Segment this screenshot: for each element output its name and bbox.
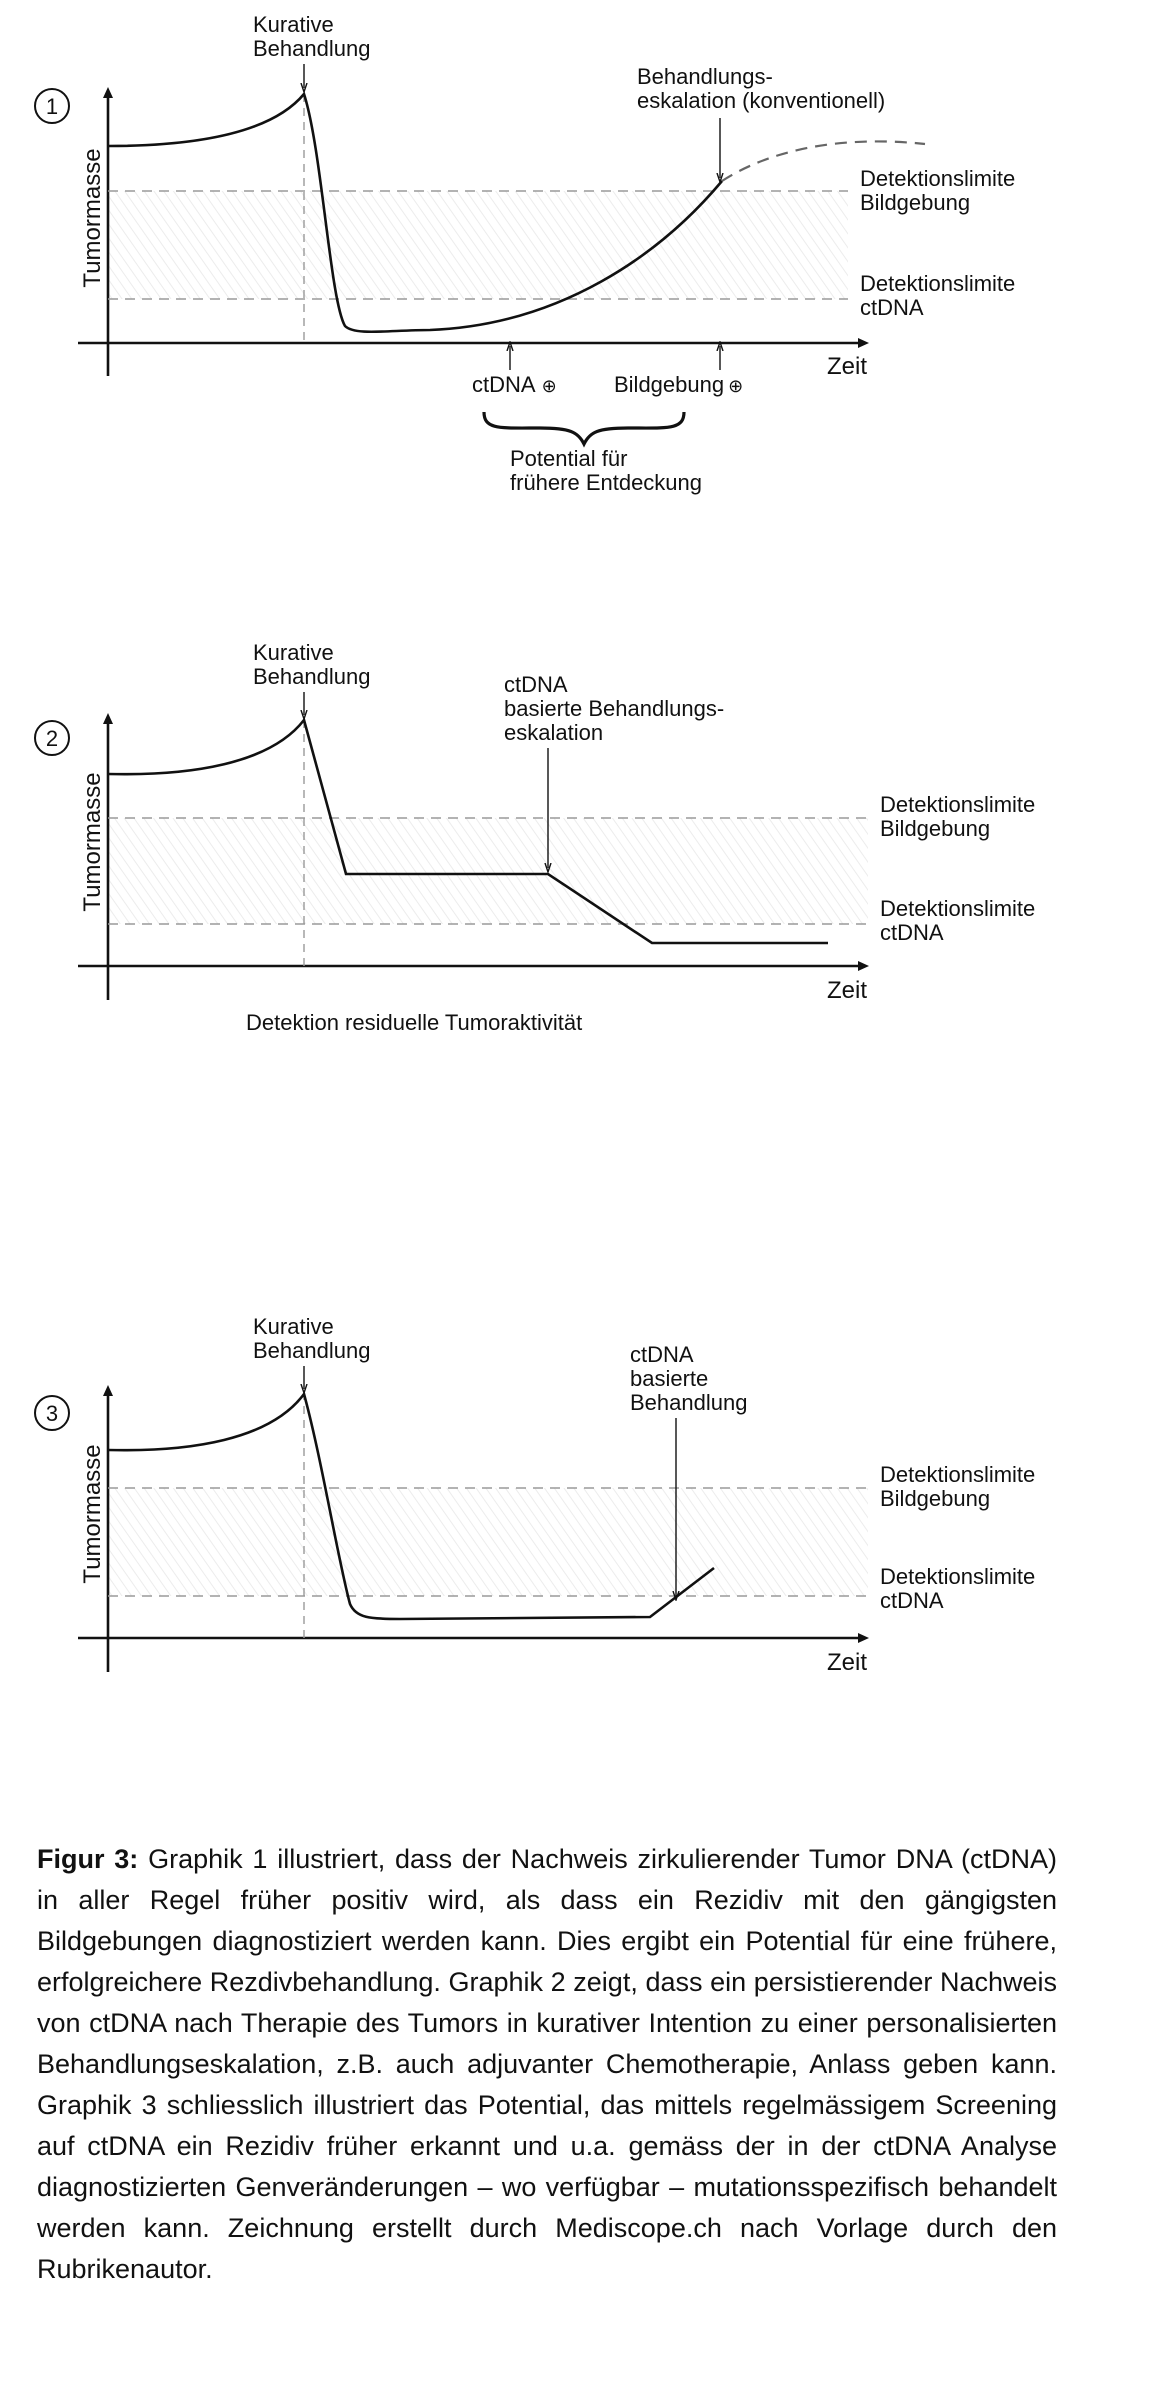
graph1-potential-line1: Potential für (510, 446, 628, 471)
graph2-treatment-line1: Kurative (253, 640, 334, 665)
graph1-ctdna-positive-symbol: ⊕ (541, 376, 557, 396)
graph2-escalation-line2: basierte Behandlungs- (504, 696, 725, 721)
graph2-limit-ctdna-label (880, 896, 1041, 945)
graph2-limit-ctdna-line2: ctDNA (880, 920, 944, 945)
graph1-imaging-positive (614, 372, 743, 397)
graph1-y-label: Tumormasse (79, 148, 106, 288)
graph1-ctdna-positive (472, 372, 557, 397)
graph1-limit-ctdna-line1: Detektionslimite (860, 271, 1016, 296)
graph1-potential-line2: frühere Entdeckung (510, 470, 703, 495)
graph1-escalation-line2: eskalation (konventionell) (637, 88, 886, 113)
graph2-x-label: Zeit (827, 977, 868, 1004)
graph1-potential-label (510, 446, 702, 495)
graph3-limit-ctdna-line1: Detektionslimite (880, 1564, 1036, 1589)
graph3-number: 3 (45, 1401, 59, 1426)
graph1-treatment-label (253, 12, 370, 61)
graph3-limit-imaging-label (880, 1462, 1041, 1511)
graph2-treatment-line2: Behandlung (253, 664, 371, 689)
graph3-ctdna-treatment-line2: basierte (630, 1366, 709, 1391)
graph1-detection-zone (108, 191, 848, 299)
graph2-treatment-label (253, 640, 370, 689)
graph2-escalation-line3: eskalation (504, 720, 604, 745)
caption-text: Graphik 1 illustriert, dass der Nachweis zirkulierender Tumor DNA (ctDNA) in aller Regel früher positiv wird, als dass ein Rezidiv mit den gängigsten Bildgebungen diagnostiziert werden kann. Dies ergibt ein Potential für eine frühere, erfolgreichere Rezdivbehandlung. Graphik 2 zeigt, dass ein persistierender Nachweis von ctDNA nach Therapie des Tumors in kurativer Intention zu einer personalisierten Behandlungseskalation, z.B. auch adjuvanter Chemotherapie, Anlass geben kann. Graphik 3 schliesslich illustriert das Potential, das mittels regelmässigem Screening auf ctDNA ein Rezidiv früher erkannt und u.a. gemäss der in der ctDNA Analyse diagnostizierten Genveränderungen – wo verfügbar – mutationsspezifisch behandelt werden kann. Zeichnung erstellt durch Mediscope.ch nach Vorlage durch den Rubrikenautor. (37, 1844, 1057, 2284)
graph2-limit-imaging-line1: Detektionslimite (880, 792, 1036, 817)
graph3-limit-imaging-line1: Detektionslimite (880, 1462, 1036, 1487)
graph3-y-label: Tumormasse (79, 1444, 106, 1584)
graph-3 (35, 1314, 1041, 1676)
graph3-limit-ctdna-label (880, 1564, 1041, 1613)
graph2-number: 2 (45, 726, 59, 751)
graph3-treatment-line2: Behandlung (253, 1338, 371, 1363)
graph3-treatment-label (253, 1314, 370, 1363)
graph2-bottom-label: Detektion residuelle Tumoraktivität (246, 1010, 583, 1035)
graph1-ctdna-positive-text: ctDNA (472, 372, 536, 397)
graph1-treatment-line2: Behandlung (253, 36, 371, 61)
graph3-ctdna-treatment-label (630, 1342, 747, 1415)
graph1-escalation-line1: Behandlungs- (637, 64, 773, 89)
graph1-limit-ctdna-label (860, 271, 1021, 320)
graph1-imaging-positive-symbol: ⊕ (728, 376, 744, 396)
graph2-escalation-label (504, 672, 730, 745)
graph2-limit-ctdna-line1: Detektionslimite (880, 896, 1036, 921)
graph3-detection-zone (108, 1488, 868, 1596)
graph-2 (35, 640, 1041, 1035)
graph2-detection-zone (108, 818, 868, 924)
graph3-treatment-line1: Kurative (253, 1314, 334, 1339)
graph1-x-label: Zeit (827, 353, 868, 380)
graph1-escalation-label (637, 64, 885, 113)
graph1-limit-ctdna-line2: ctDNA (860, 295, 924, 320)
graph1-limit-imaging-line1: Detektionslimite (860, 166, 1016, 191)
graph3-x-label: Zeit (827, 1649, 868, 1676)
graph1-number: 1 (45, 94, 59, 119)
graph3-ctdna-treatment-line1: ctDNA (630, 1342, 693, 1367)
graph3-ctdna-treatment-line3: Behandlung (630, 1390, 748, 1415)
graph3-limit-ctdna-line2: ctDNA (880, 1588, 944, 1613)
graph1-limit-imaging-label (860, 166, 1021, 215)
figure-caption (37, 1839, 1057, 2290)
graph1-imaging-positive-text: Bildgebung (614, 372, 725, 397)
graph1-treatment-line1: Kurative (253, 12, 334, 37)
graph2-y-label: Tumormasse (79, 772, 106, 912)
graph-1 (35, 12, 1021, 495)
graph2-escalation-line1: ctDNA (504, 672, 567, 697)
graph1-limit-imaging-line2: Bildgebung (860, 190, 971, 215)
graph1-curly-brace (484, 412, 684, 444)
graph3-limit-imaging-line2: Bildgebung (880, 1486, 991, 1511)
graph2-limit-imaging-label (880, 792, 1041, 841)
caption-lead: Figur 3: (37, 1844, 139, 1874)
graph2-limit-imaging-line2: Bildgebung (880, 816, 991, 841)
